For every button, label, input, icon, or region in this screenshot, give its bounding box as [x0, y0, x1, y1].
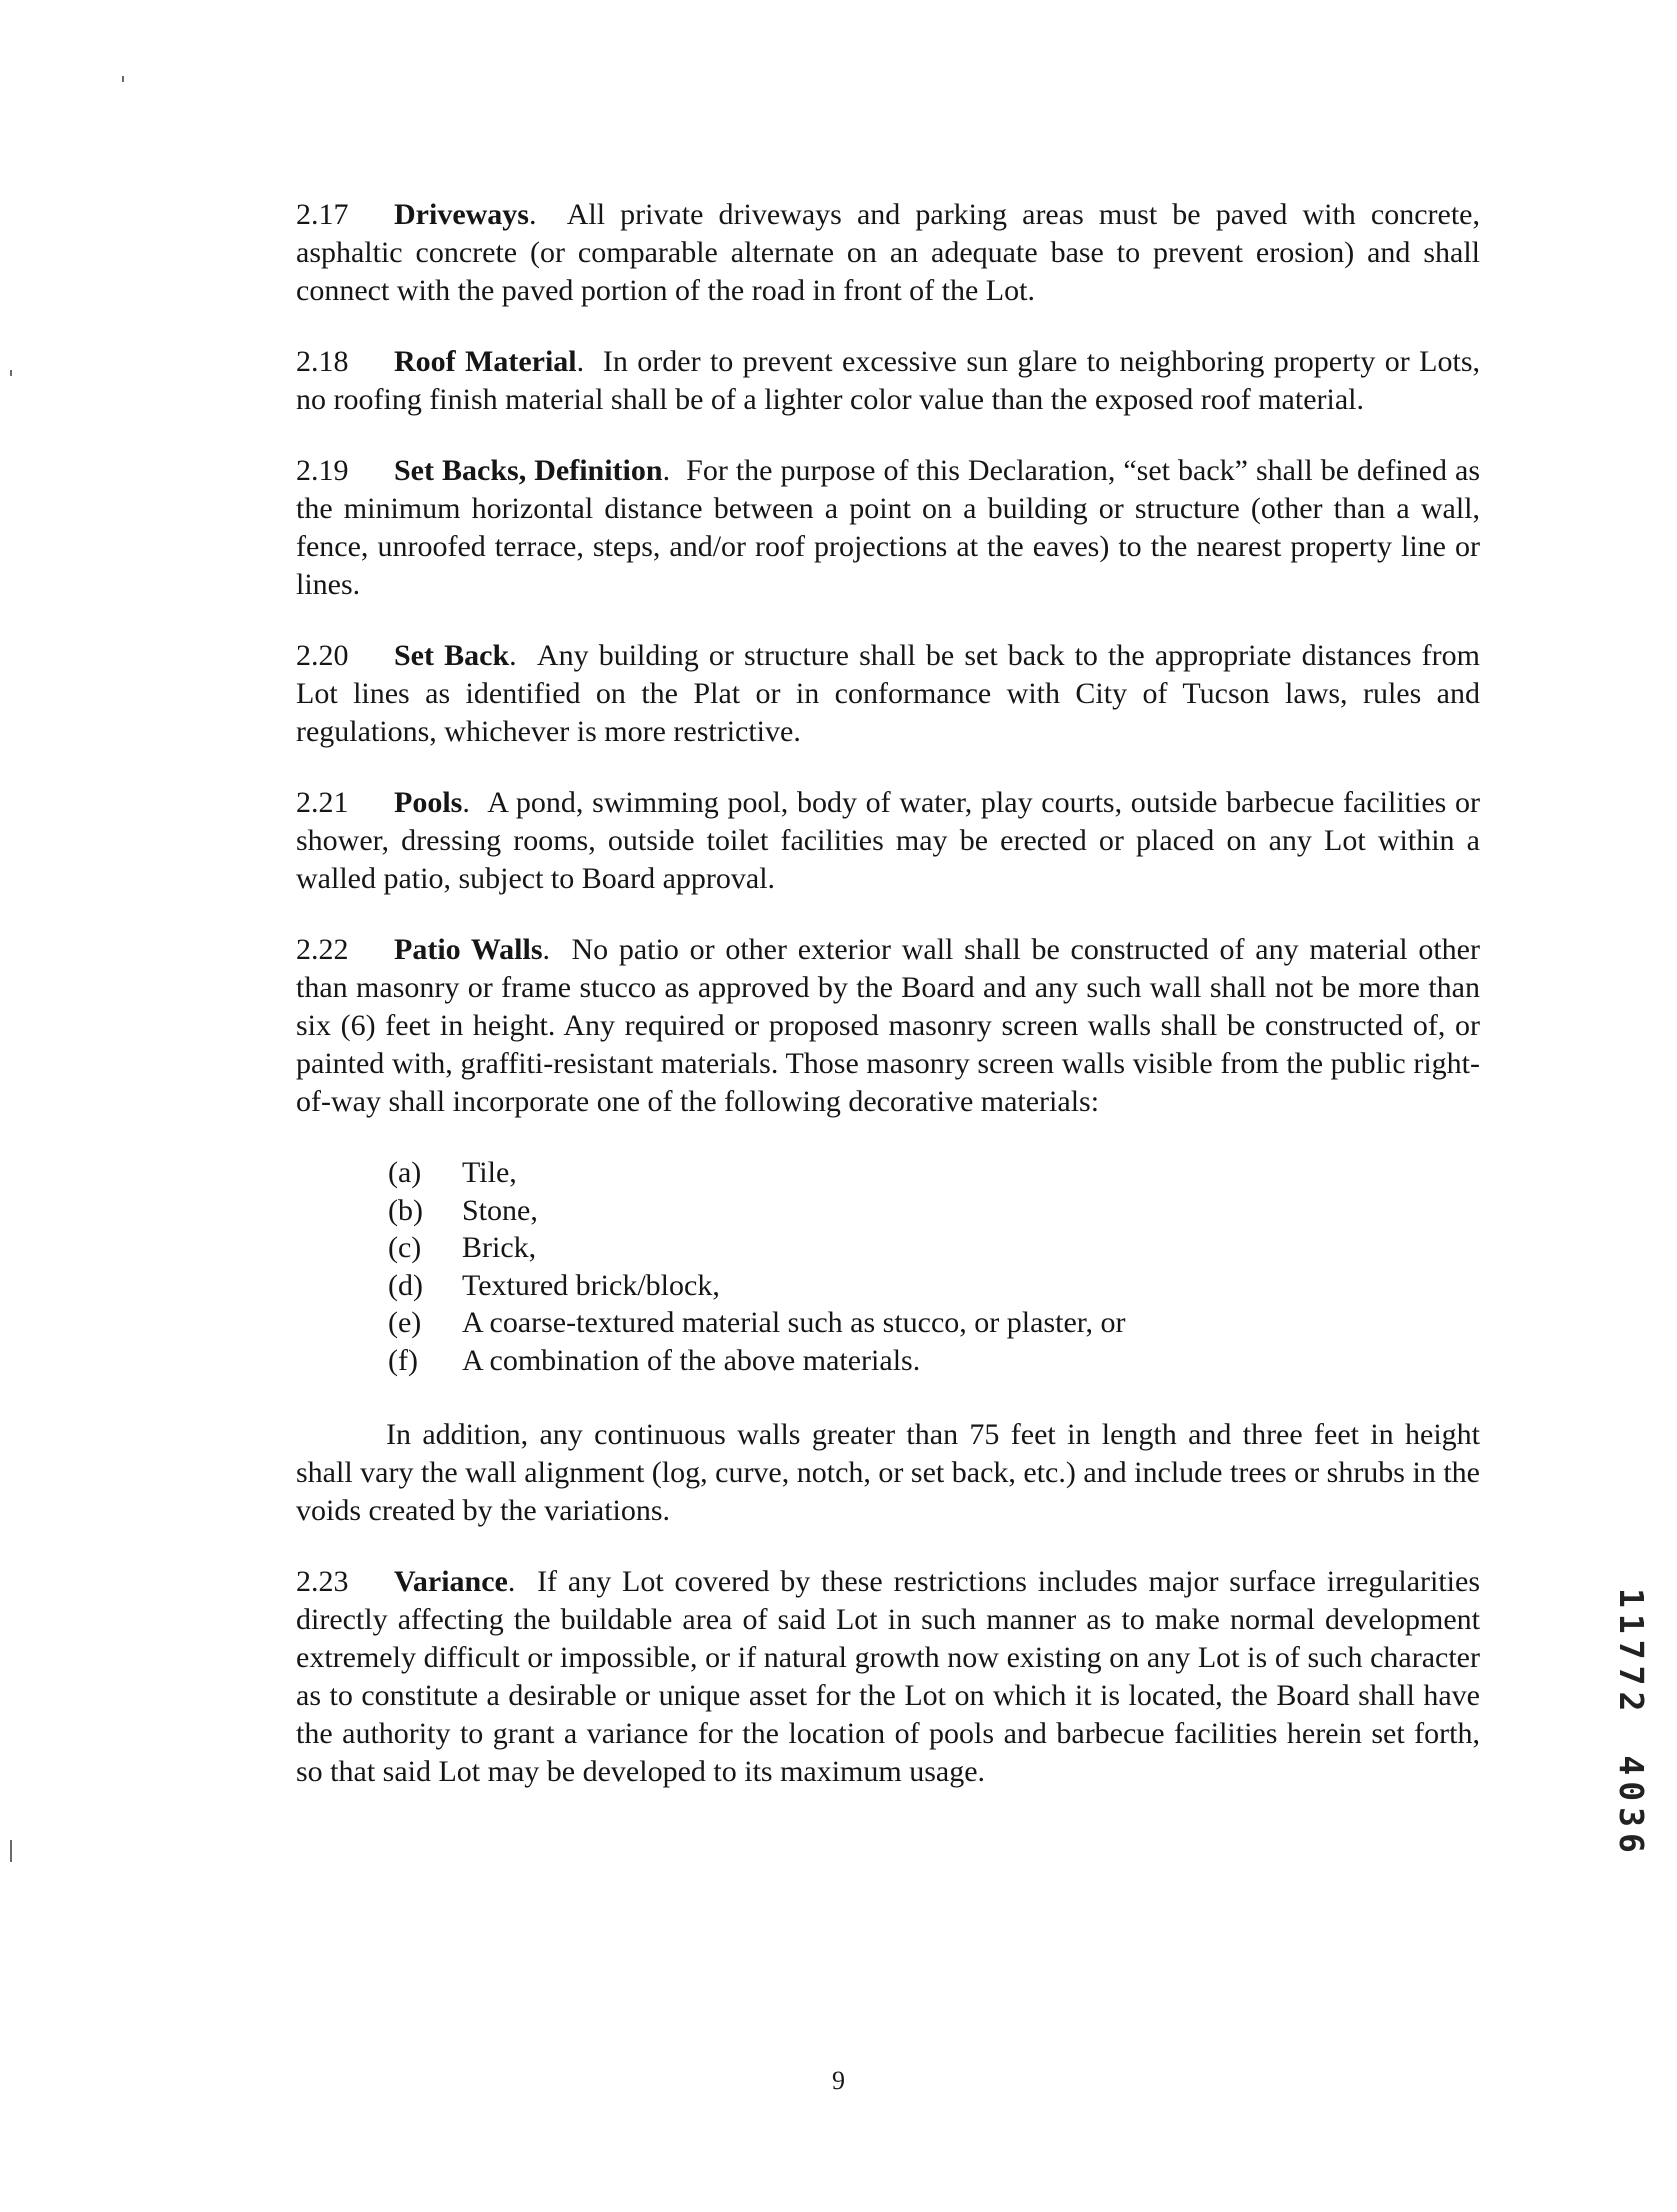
scan-mark [10, 1840, 12, 1862]
section-title: Variance [394, 1565, 508, 1598]
list-item-text: Stone, [462, 1193, 538, 1227]
section-number: 2.22 [296, 933, 349, 966]
addition-paragraph: In addition, any continuous walls greater than 75 feet in length and three feet in height shall vary the wall alignment (log, curve, notch, or set back, etc.) and include trees or shrubs in the voids created by the variations. [296, 1418, 1480, 1527]
section-number: 2.20 [296, 639, 349, 672]
section-text: For the purpose of this Declaration, “set back” shall be defined as the minimum horizontal distance between a point on a building or structure (other than a wall, fence, unroofed terrace, steps, and/or roof projections at the eaves) to the nearest property line or lines. [296, 454, 1481, 601]
section-text: All private driveways and parking areas must be paved with concrete, asphaltic concrete (or comparable alternate on an adequate base to prevent erosion) and shall connect with the paved portion of the road in front of the Lot. [296, 198, 1480, 307]
scan-mark [122, 76, 124, 82]
section-text: In order to prevent excessive sun glare to neighboring property or Lots, no roofing finish material shall be of a lighter color value than the exposed roof material. [296, 345, 1481, 416]
section-number: 2.17 [296, 198, 349, 231]
list-item-text: Brick, [462, 1231, 537, 1264]
recording-stamp-part1: 11772 [1612, 1588, 1651, 1718]
list-item [388, 1304, 1480, 1342]
section-title: Set Backs, Definition [394, 454, 663, 487]
section-text: No patio or other exterior wall shall be constructed of any material other than masonry or frame stucco as approved by the Board and any such wall shall not be more than six (6) feet in height. Any required or proposed masonry screen walls shall be constructed of, or painted with, graffiti-resistant materials. Those masonry screen walls visible from the public right-of-way shall incorporate one of the following decorative materials: [296, 933, 1480, 1118]
list-item [388, 1267, 1480, 1305]
section-title: Set Back [394, 639, 510, 672]
section-2-17: 2.17 Driveways. All private driveways and parking areas must be paved with concrete, asphaltic concrete (or comparable alternate on an adequate base to prevent erosion) and shall connect with the paved portion of the road in front of the Lot. [296, 198, 1480, 307]
list-item-text: A combination of the above materials. [462, 1343, 921, 1377]
list-item-text: Tile, [462, 1156, 517, 1189]
materials-list [388, 1154, 1480, 1379]
list-item-label: (b) [388, 1193, 423, 1227]
scan-mark [10, 370, 12, 376]
section-number: 2.23 [296, 1565, 349, 1598]
recording-stamp-part2: 4036 [1612, 1755, 1651, 1859]
list-item [388, 1154, 1480, 1192]
list-item [388, 1342, 1480, 1380]
section-2-21: 2.21 Pools. A pond, swimming pool, body of water, play courts, outside barbecue facilities or shower, dressing rooms, outside toilet facilities may be erected or placed on any Lot within a walled patio, subject to Board approval. [296, 786, 1481, 895]
list-item-label: (e) [388, 1306, 422, 1339]
page-number: 9 [832, 2066, 845, 2095]
section-text: If any Lot covered by these restrictions includes major surface irregularities directly affecting the buildable area of said Lot in such manner as to make normal development extremely difficult or impossible, or if natural growth now existing on any Lot is of such character as to constitute a desirable or unique asset for the Lot on which it is located, the Board shall have the authority to grant a variance for the location of pools and barbecue facilities herein set forth, so that said Lot may be developed to its maximum usage. [296, 1565, 1481, 1788]
list-item [388, 1229, 1480, 1267]
document-body [296, 196, 1480, 1824]
section-2-20: 2.20 Set Back. Any building or structure shall be set back to the appropriate distances from Lot lines as identified on the Plat or in conformance with City of Tucson laws, rules and regulations, whichever is more restrictive. [296, 639, 1480, 748]
section-number: 2.19 [296, 454, 349, 487]
section-title: Roof Material [394, 345, 577, 378]
section-title: Driveways [394, 198, 529, 231]
list-item-label: (c) [388, 1231, 422, 1264]
list-item [388, 1192, 1480, 1230]
section-2-22: 2.22 Patio Walls. No patio or other exterior wall shall be constructed of any material other than masonry or frame stucco as approved by the Board and any such wall shall not be more than six (6) feet in height. Any required or proposed masonry screen walls shall be constructed of, or painted with, graffiti-resistant materials. Those masonry screen walls visible from the public right-of-way shall incorporate one of the following decorative materials: [296, 933, 1480, 1118]
recording-stamp [1612, 1588, 1651, 1859]
section-title: Pools [394, 786, 463, 819]
list-item-label: (f) [388, 1343, 418, 1377]
list-item-label: (a) [388, 1156, 422, 1189]
section-text: Any building or structure shall be set back to the appropriate distances from Lot lines as identified on the Plat or in conformance with City of Tucson laws, rules and regulations, whichever is more restrictive. [296, 639, 1480, 748]
list-item-label: (d) [388, 1268, 423, 1302]
section-2-18: 2.18 Roof Material. In order to prevent excessive sun glare to neighboring property or Lots, no roofing finish material shall be of a lighter color value than the exposed roof material. [296, 345, 1481, 416]
section-number: 2.18 [296, 345, 349, 378]
section-number: 2.21 [296, 786, 349, 819]
list-item-text: A coarse-textured material such as stucco, or plaster, or [462, 1306, 1126, 1339]
section-2-23: 2.23 Variance. If any Lot covered by these restrictions includes major surface irregularities directly affecting the buildable area of said Lot in such manner as to make normal development extremely difficult or impossible, or if natural growth now existing on any Lot is of such character as to constitute a desirable or unique asset for the Lot on which it is located, the Board shall have the authority to grant a variance for the location of pools and barbecue facilities herein set forth, so that said Lot may be developed to its maximum usage. [296, 1565, 1481, 1788]
section-title: Patio Walls [394, 933, 543, 966]
section-2-19: 2.19 Set Backs, Definition. For the purpose of this Declaration, “set back” shall be defined as the minimum horizontal distance between a point on a building or structure (other than a wall, fence, unroofed terrace, steps, and/or roof projections at the eaves) to the nearest property line or lines. [296, 454, 1481, 601]
list-item-text: Textured brick/block, [462, 1268, 720, 1302]
section-text: A pond, swimming pool, body of water, play courts, outside barbecue facilities or shower, dressing rooms, outside toilet facilities may be erected or placed on any Lot within a walled patio, subject to Board approval. [296, 786, 1481, 895]
